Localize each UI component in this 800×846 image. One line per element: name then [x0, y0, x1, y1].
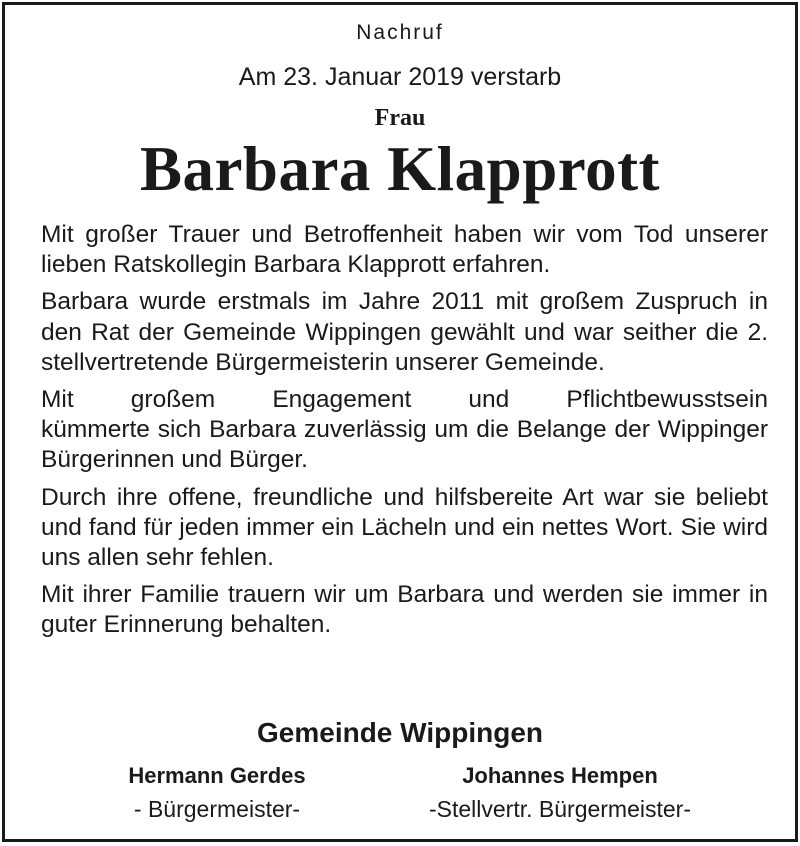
- obituary-notice: [2, 2, 798, 842]
- notice-label: Nachruf: [356, 21, 444, 44]
- paragraph-character: Durch ihre offene, freundliche und hilfsbereite Art war sie beliebt und fand für jeden immer ein Lächeln und ein nettes Wort. Sie wird uns allen sehr fehlen.: [41, 483, 768, 572]
- word: Pflichtbewusstsein: [566, 386, 768, 414]
- engagement-rest: kümmerte sich Barbara zuverlässig um die Belange der Wippinger Bürgerinnen und Bürger.: [41, 416, 768, 474]
- date-line: Am 23. Januar 2019 verstarb: [238, 63, 562, 91]
- signer-mayor: [87, 761, 347, 827]
- signer-deputy-mayor: [385, 761, 735, 827]
- signer-role: -Stellvertr. Bürgermeister-: [428, 796, 691, 822]
- signer-name: Hermann Gerdes: [128, 763, 306, 788]
- word: großem: [130, 386, 216, 414]
- paragraph-family: Mit ihrer Familie trauern wir um Barbara und werden sie immer in guter Erinnerung behalten.: [41, 581, 768, 639]
- obituary-body: [41, 220, 768, 648]
- paragraph-condolence: Mit großer Trauer und Betroffenheit haben wir vom Tod unserer lieben Ratskollegin Barbara Klapprott erfahren.: [41, 221, 768, 279]
- word: Mit: [41, 386, 74, 414]
- engagement-first-line: [41, 385, 768, 415]
- word: und: [468, 386, 510, 414]
- paragraph-career: Barbara wurde erstmals im Jahre 2011 mit großem Zuspruch in den Rat der Gemeinde Wippingen gewählt und war seither die 2. stellvertretende Bürgermeisterin unserer Gemeinde.: [41, 288, 768, 376]
- deceased-name: Barbara Klapprott: [139, 134, 661, 204]
- signer-name: Johannes Hempen: [462, 763, 658, 788]
- paragraph-engagement: [41, 385, 768, 476]
- salutation: Frau: [374, 105, 426, 131]
- word: Engagement: [272, 386, 412, 414]
- signer-role: - Bürgermeister-: [133, 796, 301, 822]
- organization-name: Gemeinde Wippingen: [257, 717, 543, 748]
